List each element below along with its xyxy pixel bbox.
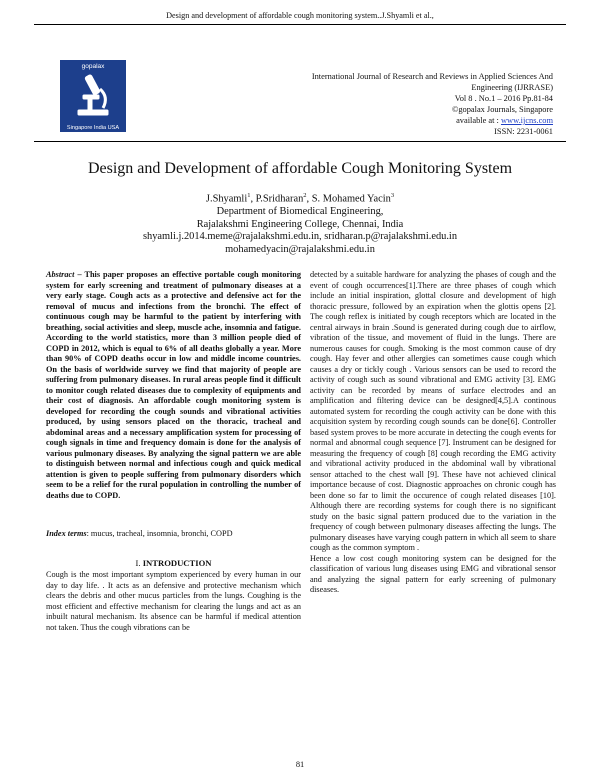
author-3: , S. Mohamed Yacin — [306, 193, 391, 205]
publisher-logo — [60, 60, 126, 132]
left-column — [46, 270, 301, 633]
author-emails-line1: shyamli.j.2014.meme@rajalakshmi.edu.in, sridharan.p@rajalakshmi.edu.in — [142, 231, 458, 243]
microscope-icon — [74, 73, 112, 119]
journal-copyright: ©gopalax Journals, Singapore — [451, 105, 553, 114]
introduction-text: Cough is the most important symptom experienced by every human in our day to day life. . It acts as an defensive and protective mechanism which clears the debris and other mucus particles from the lungs. Coughing is the most efficient and effective mechanism for clearing the lungs and act as an inbuilt natural mechanism. Its absence can be harmful if medical attention not taken. Thus the cough vibrations can be — [46, 570, 301, 632]
journal-name-line2: Engineering (IJRRASE) — [471, 83, 553, 92]
running-head: Design and development of affordable cough monitoring system..J.Shyamli et al., — [166, 11, 434, 20]
journal-volume: Vol 8 . No.1 – 2016 Pp.81-84 — [454, 94, 553, 103]
section-number: I. — [135, 557, 143, 568]
page-number: 81 — [295, 760, 305, 769]
authors-block — [0, 190, 600, 256]
right-column — [310, 270, 556, 596]
section-title: INTRODUCTION — [142, 557, 212, 568]
index-terms — [46, 529, 301, 540]
journal-url-link[interactable]: www.ijcns.com — [500, 116, 553, 125]
author-names — [0, 190, 600, 206]
section-heading-introduction — [46, 558, 301, 569]
journal-name-line1: International Journal of Research and Reviews in Applied Sciences And — [311, 72, 553, 81]
abstract — [46, 270, 301, 501]
available-prefix: available at : — [456, 116, 501, 125]
logo-bottom-text: Singapore India USA — [66, 125, 120, 131]
author-2: , P.Sridharan — [250, 193, 304, 205]
journal-issn: ISSN: 2231-0061 — [494, 127, 553, 136]
journal-availability — [253, 115, 553, 126]
right-paragraph-1: detected by a suitable hardware for analyzing the phases of cough and the event of cough occurrences[1].There are three phases of cough which include an initial inspiration, glottal closure and development of high thoracic pressure, followed by an expiration when the glottis opens [2]. The cough reflex is initiated by cough receptors which are located in the central airways in brain .Sound is generated during cough due to airflow, vibration of the tissue, and movement of fluid in the lungs. There are numerous causes for cough. Smoking is the most common cause of dry cough. Hay fever and other allergies can sometimes cause cough which causes a dry or tickly cough . Various sensors can be used to record the activity of cough such as sound vibrational and EMG activity [3]. EMG activity can be recorded by means of surface electrodes and an amplification and filtering device can be designed[4,5].A continous automated system for recording the cough activity can be done with this acquisition system by recording cough sounds can be done[6]. Controller based system proves to be more accurate in detecting the cough events for normal and abnormal cough sequence [7]. Instrument can be designed for measuring the frequency of cough [8] cough recording the EMG activity and vibrational activity produced in the abdominal wall by vibrational sensor attached to the chest wall [9]. These have not achieved clinical importance because of cost. Diagnostic approaches on chronic cough has been done so far to limit the occurence of cough related diseases [10]. Although there are recording systems for cough there is no significant study on the basic signal pattern produced due to the variation in the frequency of cough between pulmonary diseases affecting the lungs. The pulmonary diseases have varying cough pattern in which all seem to share cough as the common symptom . — [310, 270, 556, 552]
author-1-sup: 1 — [247, 192, 251, 199]
author-2-sup: 2 — [303, 192, 307, 199]
running-head-rule — [34, 24, 566, 25]
index-terms-text: : mucus, tracheal, insomnia, bronchi, COPD — [86, 529, 233, 538]
header-rule — [34, 141, 566, 142]
author-1: J.Shyamli — [205, 193, 248, 205]
abstract-text: – This paper proposes an effective portable cough monitoring system for early screening and treatment of pulmonary diseases at a very early stage. Cough acts as a protective and defensive act for the removal of mucus and infections from the bronchi. The effect of continuous cough may be harmful to the patient by interfering with breathing, social activities and sleep, muscle ache, insomnia and fatigue. According to the world statistics, more than 3 million people died of COPD in 2012, which is equal to 6% of all deaths globally a year. More than 90% of COPD deaths occur in low and middle income countries. On the basis of worldwide survey we find that majority of people are suffering from pulmonary diseases. In rural areas people find it difficult to monitor cough related diseases due to complexity of equipments and their cost of diagnosis. An affordable cough monitoring system is developed for recording the cough sounds and vibrational activities produced, by using sensors placed on the thoracic, tracheal and abdominal areas and a necessary amplification system for processing of cough signals in time and frequency domain is done for the analysis of various pulmonary diseases. By analyzing the signal pattern we are able to distinguish between normal and infectious cough and quick medical attention is given to people suffering from pulmonary disorders which seem to be a relief for the rural population in controlling the number of deaths due to COPD. — [46, 270, 301, 500]
author-college: Rajalakshmi Engineering College, Chennai, India — [196, 218, 404, 230]
journal-info — [253, 71, 553, 137]
right-paragraph-2: Hence a low cost cough monitoring system can be designed for the classification of various lung diseases using EMG and vibrational sensor and analyzing the signal pattern for early screening of pulmonary diseases. — [310, 553, 556, 594]
author-emails-line2: mohamedyacin@rajalakshmi.edu.in — [225, 243, 375, 255]
author-3-sup: 3 — [390, 192, 395, 199]
index-terms-label: Index terms — [46, 529, 87, 538]
paper-title: Design and Development of affordable Cough Monitoring System — [87, 160, 513, 177]
logo-top-text: gopalax — [81, 63, 105, 70]
author-department: Department of Biomedical Engineering, — [216, 206, 384, 218]
abstract-label: Abstract — [46, 270, 75, 279]
